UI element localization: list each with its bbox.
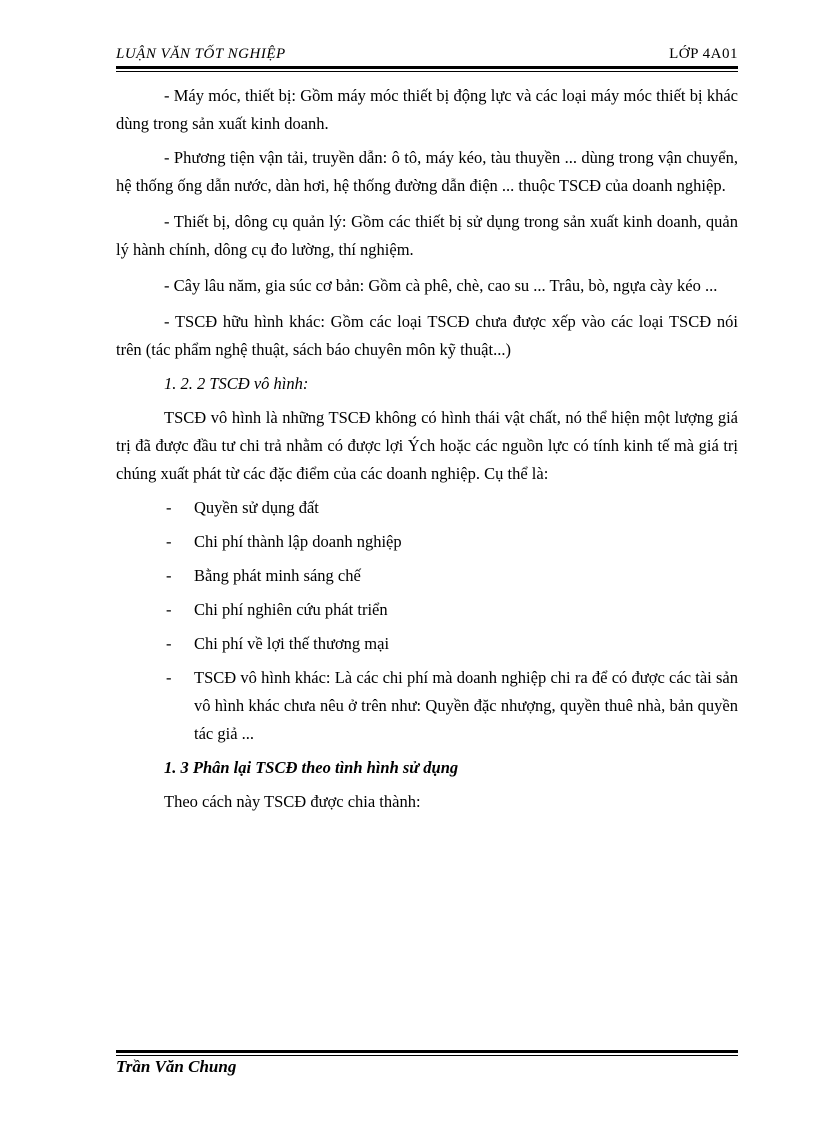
list-item [116, 596, 738, 624]
header-rule-thick [116, 66, 738, 69]
page-header [116, 44, 738, 66]
paragraph-perennial-plants: - Cây lâu năm, gia súc cơ bản: Gồm cà phê, chè, cao su ... Trâu, bò, ngựa cày kéo ... [164, 276, 718, 295]
paragraph-transport: - Phương tiện vận tải, truyền dẫn: ô tô, máy kéo, tàu thuyền ... dùng trong vận chuyển, hệ thống ống dẫn nước, dàn hơi, hệ thống đường dẫn điện ... thuộc TSCĐ của doanh nghiệp. [116, 148, 738, 195]
list-dash: - [166, 566, 172, 585]
paragraph-other-tangible: - TSCĐ hữu hình khác: Gồm các loại TSCĐ chưa được xếp vào các loại TSCĐ nói trên (tác phẩm nghệ thuật, sách báo chuyên môn kỹ thuật...) [116, 312, 738, 359]
paragraph-intangible-definition: TSCĐ vô hình là những TSCĐ không có hình thái vật chất, nó thể hiện một lượng giá trị đã được đầu tư chi trả nhằm có được lợi Ých hoặc các nguồn lực có tính kinh tế mà giá trị chúng xuất phát từ các đặc điểm của các doanh nghiệp. Cụ thể là: [116, 408, 738, 483]
header-class-label: LỚP 4A01 [669, 46, 738, 62]
list-item [116, 562, 738, 590]
list-item-text: TSCĐ vô hình khác: Là các chi phí mà doanh nghiệp chi ra để có được các tài sản vô hình khác chưa nêu ở trên như: Quyền đặc nhượng, quyền thuê nhà, bản quyền tác giả ... [194, 668, 738, 743]
paragraph-management-tools: - Thiết bị, dông cụ quản lý: Gồm các thiết bị sử dụng trong sản xuất kinh doanh, quản lý hành chính, dông cụ đo lường, thí nghiệm. [116, 212, 738, 259]
list-item-text: Chi phí nghiên cứu phát triển [194, 600, 388, 619]
header-title: LUẬN VĂN TỐT NGHIỆP [116, 46, 286, 62]
list-item-text: Quyền sử dụng đất [194, 498, 319, 517]
list-dash: - [166, 532, 172, 551]
list-dash: - [166, 668, 172, 687]
list-item [116, 494, 738, 522]
list-item-text: Chi phí thành lập doanh nghiệp [194, 532, 402, 551]
section-heading: 1. 3 Phân lại TSCĐ theo tình hình sử dụng [164, 758, 459, 777]
header-rule-thin [116, 71, 738, 72]
page-body [116, 82, 738, 816]
paragraph-classification-intro: Theo cách này TSCĐ được chia thành: [164, 792, 421, 811]
list-dash: - [166, 498, 172, 517]
list-dash: - [166, 600, 172, 619]
list-item-text: Bằng phát minh sáng chế [194, 566, 361, 585]
list-dash: - [166, 634, 172, 653]
paragraph-machinery: - Máy móc, thiết bị: Gồm máy móc thiết bị động lực và các loại máy móc thiết bị khác dùng trong sản xuất kinh doanh. [116, 86, 738, 133]
intangible-list [116, 494, 738, 748]
footer-rule-thin [116, 1055, 738, 1056]
list-item-text: Chi phí về lợi thế thương mại [194, 634, 390, 653]
footer-author: Trần Văn Chung [116, 1057, 237, 1076]
list-item [116, 528, 738, 556]
list-item [116, 630, 738, 658]
subheading-intangible: 1. 2. 2 TSCĐ vô hình: [164, 374, 309, 393]
list-item [116, 664, 738, 748]
footer-rule-thick [116, 1050, 738, 1053]
